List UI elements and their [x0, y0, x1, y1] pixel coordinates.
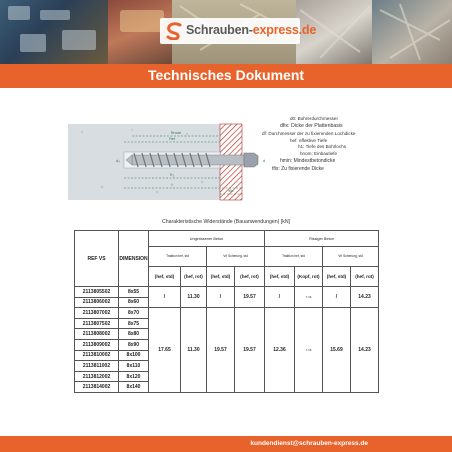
value-cell: 12.36	[265, 308, 295, 393]
dimension-cell: 8x70	[119, 308, 149, 319]
value-cell: 19.57	[207, 308, 235, 393]
header-dimension: DIMENSION	[119, 231, 149, 287]
value-cell: 7.16	[295, 287, 323, 308]
table-caption: Charakteristische Widerstände (Bauanwendungen) [kN]	[161, 219, 291, 225]
dimension-cell: 8x55	[119, 287, 149, 298]
header-unit: (hef, rot)	[351, 267, 379, 287]
value-cell: 11.30	[181, 287, 207, 308]
brand-name-part2: express.de	[252, 23, 317, 37]
dim-label-hnom: ℎnom	[170, 130, 182, 135]
dimension-cell: 8x75	[119, 318, 149, 329]
ref-cell: 2113814002	[75, 382, 119, 393]
brand-logo-icon	[166, 22, 182, 40]
ref-cell: 2113812002	[75, 371, 119, 382]
dim-label-h1: ℎ₁	[170, 172, 174, 177]
legend-item: d0: Bohrerdurchmesser	[290, 116, 339, 121]
legend-item: h1: Tiefe des Bohrlochs	[298, 144, 347, 150]
brand-name	[186, 23, 316, 37]
ref-cell: 2113805502	[75, 287, 119, 298]
dim-label-hef: ℎef	[169, 136, 175, 141]
brand-logo[interactable]	[160, 18, 317, 44]
dimension-cell: 8x90	[119, 339, 149, 350]
header-unit: (Kopf, rot)	[295, 267, 323, 287]
value-cell: 14.23	[351, 287, 379, 308]
ref-cell: 2113810002	[75, 350, 119, 361]
ref-cell: 2113809002	[75, 339, 119, 350]
value-cell: 14.23	[351, 308, 379, 393]
header-photo-band	[0, 0, 452, 64]
header-unit: (hef, std)	[149, 267, 181, 287]
header-unit: (hef, rot)	[181, 267, 207, 287]
dim-label-d0: d₀	[116, 158, 120, 163]
header-unit: (hef, std)	[323, 267, 351, 287]
ref-cell: 2113811002	[75, 361, 119, 372]
table-row	[75, 308, 379, 319]
resistance-table	[74, 230, 379, 393]
dimension-cell: 8x60	[119, 297, 149, 308]
screw-shank	[132, 155, 244, 165]
value-cell: /	[207, 287, 235, 308]
ref-cell: 2113807502	[75, 318, 119, 329]
header-unit: (hef, rot)	[235, 267, 265, 287]
ref-cell: 2113808002	[75, 329, 119, 340]
header-sub: Traktion hef, std	[149, 247, 207, 267]
support-email-link[interactable]: kundendienst@schrauben-express.de	[250, 440, 368, 447]
title-bar	[0, 64, 452, 88]
dim-label-d: d	[262, 158, 266, 163]
header-uncracked: Ungerissener Beton	[149, 231, 265, 247]
value-cell: 19.57	[235, 308, 265, 393]
value-cell: /	[149, 287, 181, 308]
ref-cell: 2113806002	[75, 297, 119, 308]
header-sub: VrI Scherung, std	[207, 247, 265, 267]
legend-item: hnom: Einbautiefe	[300, 151, 338, 157]
legend-item: df: Durchmesser der zu fixierenden Lochdicke	[262, 130, 356, 136]
value-cell: /	[265, 287, 295, 308]
legend-item: dfix: Dicke der Plattenbasis	[280, 122, 343, 129]
value-cell: 7.16	[295, 308, 323, 393]
dimension-cell: 8x110	[119, 361, 149, 372]
dimension-cell: 8x100	[119, 350, 149, 361]
legend-item: tfix: Zu fixierende Dicke	[272, 165, 324, 172]
header-sub: VrI Scherung, std	[323, 247, 379, 267]
value-cell: 19.57	[235, 287, 265, 308]
value-cell: 11.30	[181, 308, 207, 393]
dim-label-t: t	[171, 182, 173, 187]
footer-bar	[0, 436, 452, 452]
legend-item: hmin: Mindestbetondicke	[280, 158, 336, 165]
header-unit: (hef, std)	[265, 267, 295, 287]
screw-head	[244, 153, 258, 167]
brand-name-part1: Schrauben-	[186, 23, 253, 37]
header-unit: (hef, std)	[207, 267, 235, 287]
value-cell: 15.69	[323, 308, 351, 393]
anchor-installation-diagram	[62, 112, 272, 212]
header-sub: Traktion hef, std	[265, 247, 323, 267]
diagram-legend	[260, 116, 410, 173]
dimension-cell: 8x120	[119, 371, 149, 382]
dim-label-tfix: tfix	[228, 188, 234, 193]
legend-item: hef: effektive Tiefe	[290, 137, 328, 143]
dimension-cell: 8x80	[119, 329, 149, 340]
value-cell: /	[323, 287, 351, 308]
header-cracked: Rissiger Beton	[265, 231, 379, 247]
dimension-cell: 8x140	[119, 382, 149, 393]
ref-cell: 2113807002	[75, 308, 119, 319]
page-title: Technisches Dokument	[147, 67, 305, 83]
value-cell: 17.65	[149, 308, 181, 393]
table-row	[75, 287, 379, 298]
header-ref: REF VS	[75, 231, 119, 287]
